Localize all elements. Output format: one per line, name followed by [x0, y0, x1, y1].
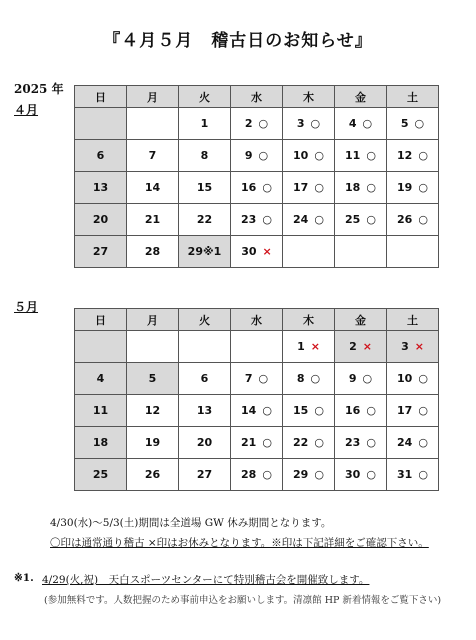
calendar-day-cell — [283, 363, 335, 395]
calendar-day-cell — [335, 395, 387, 427]
day-number: 29※1 — [187, 245, 222, 258]
weekday-header: 土 — [387, 309, 439, 331]
calendar-day-cell — [75, 236, 127, 268]
calendar-day-cell — [179, 363, 231, 395]
calendar-day-cell — [387, 204, 439, 236]
day-number: 5 — [400, 117, 409, 130]
calendar-day-cell — [283, 236, 335, 268]
day-number: 24 — [293, 213, 309, 226]
day-number: 11 — [345, 149, 361, 162]
open-mark: ○ — [418, 181, 428, 194]
day-number: 17 — [397, 404, 413, 417]
calendar-day-cell — [127, 108, 179, 140]
day-number: 25 — [345, 213, 361, 226]
day-number: 18 — [345, 181, 361, 194]
calendar-day-cell — [335, 108, 387, 140]
calendar-day-cell — [75, 108, 127, 140]
calendar-day-cell — [127, 427, 179, 459]
open-mark: ○ — [366, 436, 376, 449]
footnote-mark: ※1. — [14, 572, 34, 584]
day-number: 15 — [196, 181, 213, 194]
calendar-day-cell — [335, 140, 387, 172]
day-number: 31 — [397, 468, 413, 481]
calendar-week-row — [75, 172, 439, 204]
calendar-day-cell — [335, 459, 387, 491]
day-number: 24 — [397, 436, 413, 449]
day-number: 23 — [241, 213, 257, 226]
calendar-day-cell — [283, 108, 335, 140]
day-number: 21 — [144, 213, 161, 226]
day-number: 18 — [92, 436, 109, 449]
calendar-week-row — [75, 204, 439, 236]
day-number: 6 — [96, 149, 105, 162]
calendar-day-cell — [231, 204, 283, 236]
calendar-day-cell — [283, 459, 335, 491]
calendar-day-cell — [179, 331, 231, 363]
day-number: 30 — [241, 245, 257, 258]
calendar-day-cell — [75, 204, 127, 236]
calendar-day-cell — [127, 331, 179, 363]
page-title: 『４月５月 稽古日のお知らせ』 — [103, 31, 373, 51]
day-number: 9 — [348, 372, 357, 385]
open-mark: ○ — [314, 181, 324, 194]
open-mark: ○ — [262, 181, 272, 194]
open-mark: ○ — [262, 436, 272, 449]
open-mark: ○ — [366, 149, 376, 162]
day-number: 29 — [293, 468, 309, 481]
day-number: 10 — [293, 149, 309, 162]
calendar-day-cell — [231, 108, 283, 140]
weekday-header: 水 — [231, 86, 283, 108]
day-number: 14 — [241, 404, 257, 417]
calendar-day-cell — [387, 331, 439, 363]
day-number: 4 — [348, 117, 357, 130]
calendar-week-row — [75, 331, 439, 363]
calendar-day-cell — [231, 459, 283, 491]
day-number: 12 — [397, 149, 413, 162]
weekday-header: 火 — [179, 309, 231, 331]
calendar-week-row — [75, 140, 439, 172]
open-mark: ○ — [262, 468, 272, 481]
gw-notice: 4/30(水)～5/3(土)期間は全道場 GW 休み期間となります。 — [50, 517, 332, 529]
weekday-header: 月 — [127, 86, 179, 108]
day-number: 26 — [397, 213, 413, 226]
calendar-day-cell — [179, 236, 231, 268]
calendar-day-cell — [75, 427, 127, 459]
calendar-day-cell — [75, 172, 127, 204]
calendar-day-cell — [283, 172, 335, 204]
calendar-day-cell — [127, 236, 179, 268]
open-mark: ○ — [262, 404, 272, 417]
calendar-day-cell — [335, 427, 387, 459]
day-number: 1 — [297, 340, 305, 353]
open-mark: ○ — [310, 372, 321, 385]
day-number: 3 — [296, 117, 305, 130]
calendar-day-cell — [75, 459, 127, 491]
closed-mark: × — [310, 340, 320, 353]
calendar-week-row — [75, 108, 439, 140]
calendar-day-cell — [231, 427, 283, 459]
open-mark: ○ — [314, 468, 324, 481]
open-mark: ○ — [418, 372, 428, 385]
calendar-day-cell — [127, 204, 179, 236]
april-label: ４月 — [14, 103, 39, 117]
day-number: 14 — [144, 181, 161, 194]
calendar-day-cell — [179, 140, 231, 172]
footnote-text: 4/29(火,祝) 天白スポーツセンターにて特別稽古会を開催致します。 — [42, 574, 370, 586]
weekday-header-row — [75, 309, 439, 331]
day-number: 4 — [96, 372, 105, 385]
day-number: 11 — [92, 404, 109, 417]
calendar-day-cell — [179, 395, 231, 427]
may-label: ５月 — [14, 300, 39, 314]
day-number: 19 — [397, 181, 413, 194]
day-number: 2 — [349, 340, 357, 353]
calendar-day-cell — [231, 331, 283, 363]
calendar-day-cell — [387, 140, 439, 172]
day-number: 17 — [293, 181, 309, 194]
calendar-day-cell — [127, 140, 179, 172]
calendar-week-row — [75, 395, 439, 427]
weekday-header: 火 — [179, 86, 231, 108]
calendar-day-cell — [335, 204, 387, 236]
calendar-day-cell — [127, 172, 179, 204]
day-number: 28 — [241, 468, 257, 481]
day-number: 20 — [196, 436, 213, 449]
april-calendar — [74, 85, 439, 268]
calendar-week-row — [75, 459, 439, 491]
day-number: 13 — [196, 404, 213, 417]
open-mark: ○ — [418, 149, 428, 162]
calendar-day-cell — [387, 363, 439, 395]
calendar-week-row — [75, 236, 439, 268]
day-number: 7 — [148, 149, 157, 162]
day-number: 8 — [296, 372, 305, 385]
day-number: 26 — [144, 468, 161, 481]
day-number: 19 — [144, 436, 161, 449]
weekday-header: 木 — [283, 309, 335, 331]
day-number: 22 — [196, 213, 213, 226]
open-mark: ○ — [258, 149, 269, 162]
calendar-day-cell — [231, 172, 283, 204]
open-mark: ○ — [366, 404, 376, 417]
legend-notice: 〇印は通常通り稽古 ×印はお休みとなります。※印は下記詳細をご確認下さい。 — [50, 537, 429, 549]
day-number: 25 — [92, 468, 109, 481]
calendar-day-cell — [283, 427, 335, 459]
open-mark: ○ — [258, 117, 269, 130]
calendar-day-cell — [283, 204, 335, 236]
open-mark: ○ — [418, 213, 428, 226]
calendar-day-cell — [75, 331, 127, 363]
day-number: 30 — [345, 468, 361, 481]
closed-mark: × — [262, 245, 272, 258]
day-number: 20 — [92, 213, 109, 226]
open-mark: ○ — [418, 468, 428, 481]
day-number: 10 — [397, 372, 413, 385]
day-number: 5 — [148, 372, 157, 385]
calendar-day-cell — [283, 395, 335, 427]
open-mark: ○ — [362, 372, 373, 385]
day-number: 9 — [244, 149, 253, 162]
weekday-header: 土 — [387, 86, 439, 108]
open-mark: ○ — [314, 213, 324, 226]
open-mark: ○ — [314, 404, 324, 417]
calendar-day-cell — [231, 395, 283, 427]
calendar-day-cell — [387, 395, 439, 427]
open-mark: ○ — [314, 436, 324, 449]
day-number: 2 — [244, 117, 253, 130]
calendar-day-cell — [283, 140, 335, 172]
calendar-day-cell — [179, 459, 231, 491]
calendar-day-cell — [179, 204, 231, 236]
closed-mark: × — [362, 340, 372, 353]
calendar-day-cell — [231, 363, 283, 395]
weekday-header: 日 — [75, 309, 127, 331]
open-mark: ○ — [414, 117, 425, 130]
day-number: 7 — [244, 372, 253, 385]
calendar-day-cell — [127, 459, 179, 491]
day-number: 21 — [241, 436, 257, 449]
closed-mark: × — [414, 340, 424, 353]
footnote-subtext: (参加無料です。人数把握のため事前申込をお願いします。清凛館 HP 新着情報をご覧下さい) — [44, 595, 442, 606]
calendar-day-cell — [75, 395, 127, 427]
calendar-day-cell — [387, 108, 439, 140]
open-mark: ○ — [366, 468, 376, 481]
calendar-day-cell — [127, 395, 179, 427]
weekday-header: 日 — [75, 86, 127, 108]
day-number: 12 — [144, 404, 161, 417]
calendar-week-row — [75, 363, 439, 395]
open-mark: ○ — [418, 404, 428, 417]
open-mark: ○ — [366, 181, 376, 194]
day-number: 6 — [200, 372, 209, 385]
open-mark: ○ — [262, 213, 272, 226]
day-number: 27 — [92, 245, 109, 258]
calendar-day-cell — [127, 363, 179, 395]
open-mark: ○ — [362, 117, 373, 130]
weekday-header-row — [75, 86, 439, 108]
year-label: 2025 年 — [14, 82, 64, 96]
open-mark: ○ — [258, 372, 269, 385]
day-number: 13 — [92, 181, 109, 194]
calendar-day-cell — [179, 172, 231, 204]
calendar-day-cell — [387, 427, 439, 459]
open-mark: ○ — [310, 117, 321, 130]
calendar-day-cell — [335, 236, 387, 268]
may-calendar — [74, 308, 439, 491]
day-number: 27 — [196, 468, 213, 481]
day-number: 23 — [345, 436, 361, 449]
day-number: 28 — [144, 245, 161, 258]
calendar-day-cell — [231, 140, 283, 172]
day-number: 8 — [200, 149, 209, 162]
open-mark: ○ — [366, 213, 376, 226]
open-mark: ○ — [314, 149, 324, 162]
day-number: 15 — [293, 404, 309, 417]
calendar-day-cell — [335, 331, 387, 363]
calendar-day-cell — [179, 108, 231, 140]
calendar-day-cell — [387, 172, 439, 204]
weekday-header: 金 — [335, 86, 387, 108]
calendar-day-cell — [179, 427, 231, 459]
day-number: 16 — [241, 181, 257, 194]
day-number: 1 — [200, 117, 209, 130]
calendar-day-cell — [387, 459, 439, 491]
day-number: 3 — [401, 340, 409, 353]
open-mark: ○ — [418, 436, 428, 449]
day-number: 16 — [345, 404, 361, 417]
calendar-day-cell — [387, 236, 439, 268]
calendar-day-cell — [283, 331, 335, 363]
calendar-day-cell — [231, 236, 283, 268]
weekday-header: 金 — [335, 309, 387, 331]
calendar-day-cell — [335, 363, 387, 395]
calendar-day-cell — [335, 172, 387, 204]
calendar-day-cell — [75, 140, 127, 172]
weekday-header: 月 — [127, 309, 179, 331]
weekday-header: 木 — [283, 86, 335, 108]
day-number: 22 — [293, 436, 309, 449]
calendar-day-cell — [75, 363, 127, 395]
weekday-header: 水 — [231, 309, 283, 331]
calendar-week-row — [75, 427, 439, 459]
